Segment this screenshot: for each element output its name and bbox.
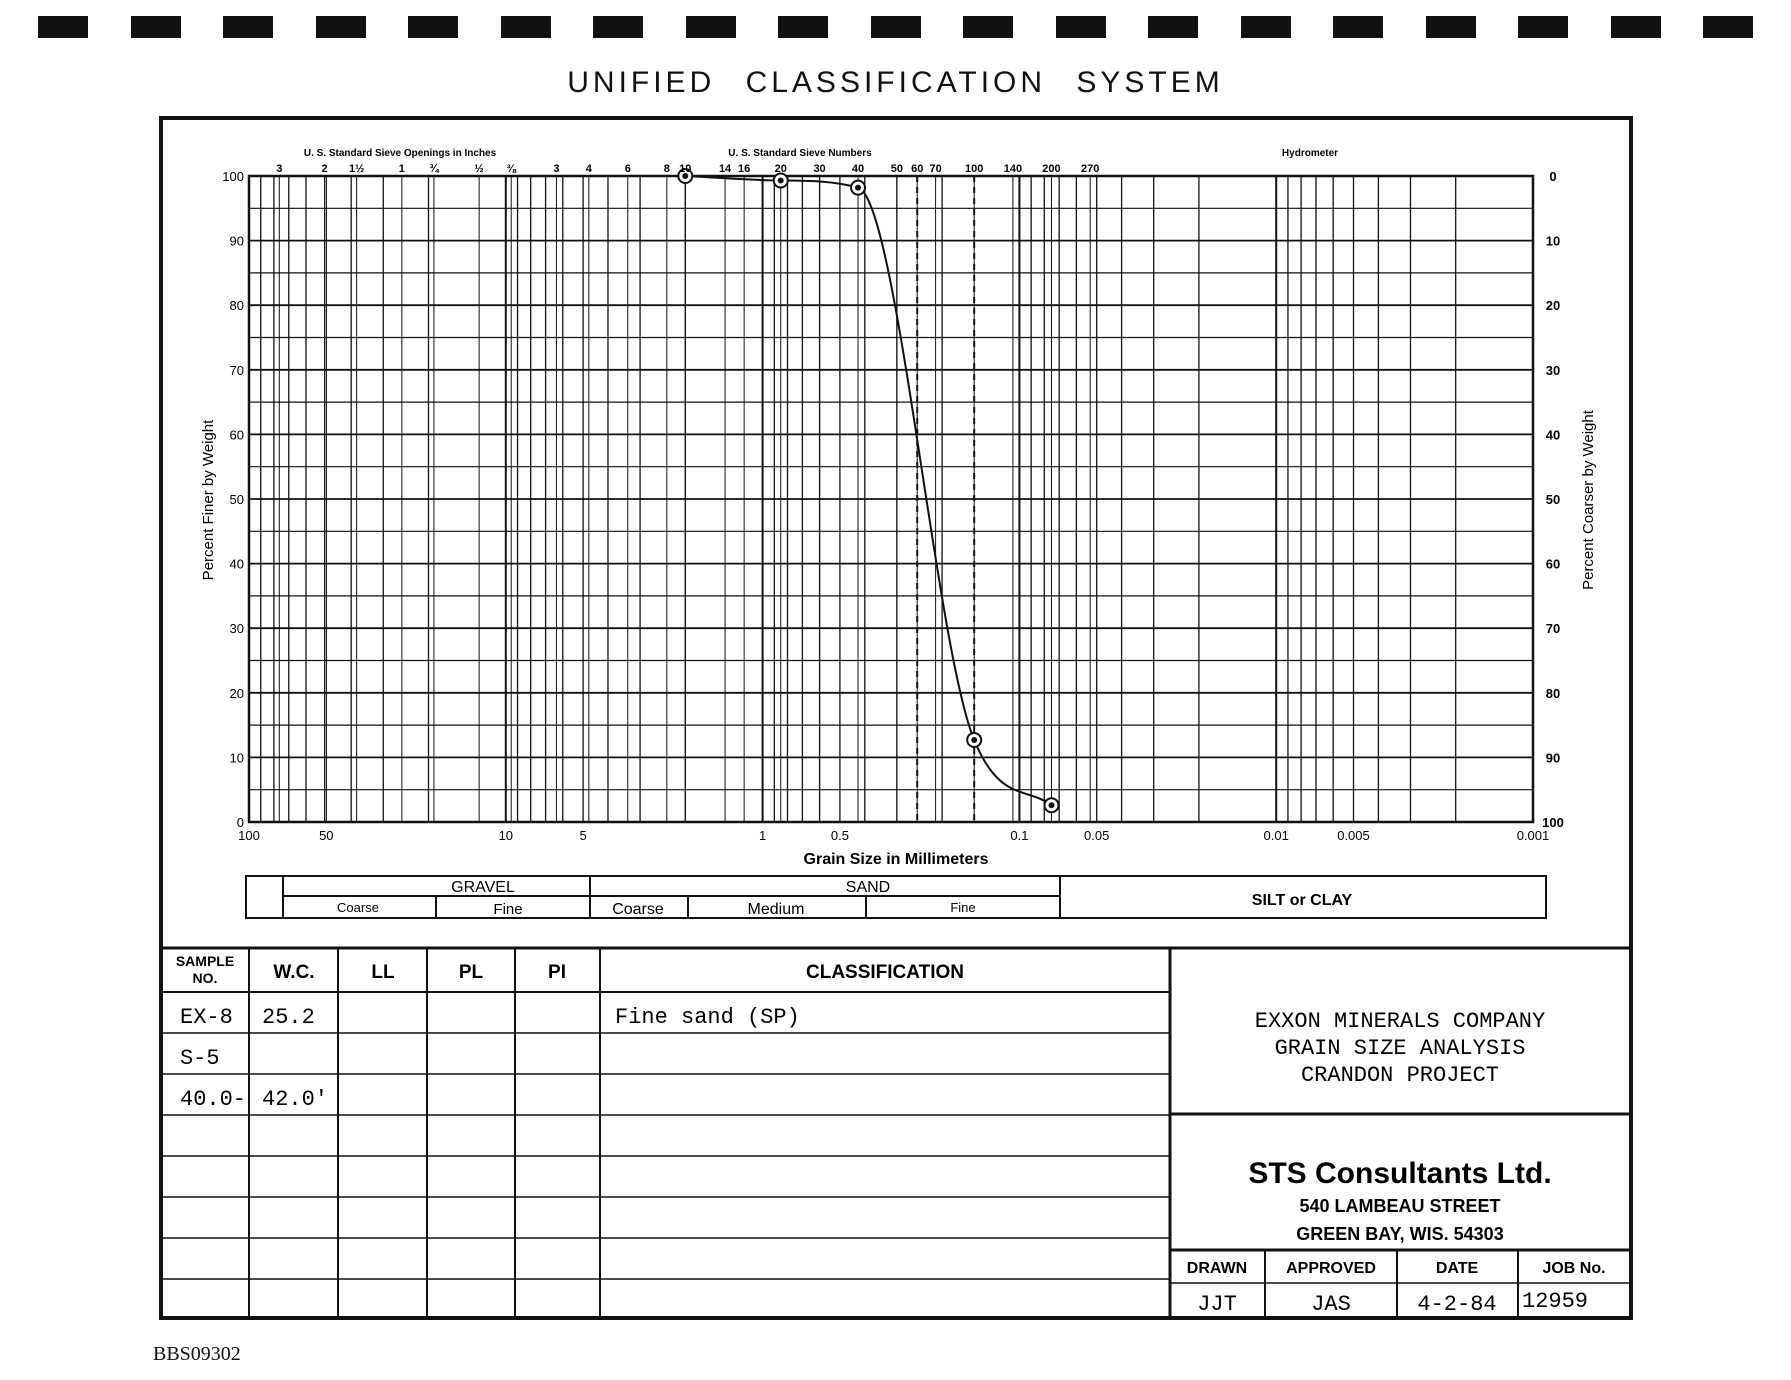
cell-classification-1: Fine sand (SP) <box>615 1005 800 1030</box>
inch-sieve-header: U. S. Standard Sieve Openings in Inches <box>303 148 497 159</box>
y-tick-label-right: 0 <box>1549 169 1557 184</box>
sand-medium-label: Medium <box>747 901 805 918</box>
date-label: DATE <box>1435 1260 1479 1277</box>
project-line-2: GRAIN SIZE ANALYSIS <box>1274 1036 1526 1061</box>
data-point-center <box>778 178 784 184</box>
drawn-value: JJT <box>1197 1292 1237 1317</box>
sieve-label: 3 <box>553 163 560 175</box>
chart-grid <box>249 176 1533 822</box>
data-point-center <box>971 737 977 743</box>
y-tick-label-left: 40 <box>229 556 244 572</box>
header-sample-no-line2: NO. <box>192 970 218 986</box>
job-value: 12959 <box>1522 1289 1589 1314</box>
x-tick-label: 100 <box>238 828 260 843</box>
sieve-label: 40 <box>851 163 865 175</box>
y-tick-label-left: 80 <box>229 298 244 314</box>
gradation-curve-line <box>685 176 1051 805</box>
left-y-ticks <box>222 169 244 830</box>
data-points <box>678 169 1058 812</box>
sieve-label: 3 <box>276 163 283 175</box>
x-tick-label: 0.005 <box>1337 828 1370 843</box>
y-tick-label-left: 10 <box>229 750 244 766</box>
sieve-label: 140 <box>1003 163 1023 175</box>
page-title: UNIFIED CLASSIFICATION SYSTEM <box>567 66 1224 99</box>
header-pi: PI <box>548 962 566 983</box>
y-tick-label-right: 70 <box>1545 621 1561 637</box>
y-tick-label-left: 20 <box>229 685 244 701</box>
sieve-label: 200 <box>1042 163 1061 175</box>
sieve-label: ¾ <box>429 163 439 175</box>
sand-fine-label: Fine <box>950 900 976 915</box>
y-tick-label-left: 0 <box>236 815 244 830</box>
project-line-1: EXXON MINERALS COMPANY <box>1254 1009 1546 1034</box>
y-tick-label-right: 20 <box>1545 298 1561 314</box>
x-tick-label: 1 <box>758 828 767 843</box>
sieve-label: 270 <box>1081 163 1100 175</box>
y-tick-label-left: 100 <box>222 169 244 184</box>
approved-value: JAS <box>1311 1292 1351 1317</box>
y-tick-label-right: 80 <box>1545 685 1561 701</box>
cell-wc-1: 25.2 <box>262 1005 315 1030</box>
x-tick-label: 0.01 <box>1263 828 1289 843</box>
cell-sample-2: S-5 <box>180 1046 220 1071</box>
header-ll: LL <box>371 962 395 983</box>
y-tick-label-left: 50 <box>229 492 244 507</box>
sieve-label: 2 <box>321 163 328 175</box>
approved-label: APPROVED <box>1286 1260 1376 1277</box>
sieve-label: 50 <box>890 163 904 175</box>
y-axis-label-right: Percent Coarser by Weight <box>1580 410 1597 590</box>
y-tick-label-right: 30 <box>1545 362 1561 378</box>
x-tick-label: 0.1 <box>1010 828 1029 843</box>
x-tick-label: 50 <box>319 828 334 843</box>
company-name: STS Consultants Ltd. <box>1248 1157 1552 1190</box>
header-wc: W.C. <box>273 962 315 983</box>
y-tick-label-right: 60 <box>1545 556 1561 572</box>
cell-wc-3: 42.0' <box>262 1087 329 1112</box>
y-tick-label-left: 60 <box>229 427 244 443</box>
results-table <box>161 948 1631 1318</box>
cell-sample-3: 40.0- <box>180 1087 247 1112</box>
drawn-label: DRAWN <box>1186 1260 1248 1277</box>
y-tick-label-left: 90 <box>229 233 244 249</box>
hydrometer-header: Hydrometer <box>1281 148 1339 159</box>
y-axis-label-left: Percent Finer by Weight <box>200 419 217 581</box>
sieve-label: 100 <box>965 163 984 175</box>
y-tick-label-right: 90 <box>1545 750 1561 766</box>
company-city: GREEN BAY, WIS. 54303 <box>1296 1224 1504 1244</box>
sieve-label: 8 <box>663 163 670 175</box>
sieve-label: 1½ <box>348 163 365 175</box>
sieve-label: 20 <box>774 163 787 175</box>
x-tick-label: 5 <box>579 828 587 843</box>
y-tick-label-left: 70 <box>229 362 244 378</box>
x-tick-label: 0.001 <box>1516 828 1550 843</box>
sieve-label: ⅜ <box>506 163 516 175</box>
header-classification: CLASSIFICATION <box>806 962 964 983</box>
y-tick-label-right: 50 <box>1545 492 1561 507</box>
sieve-label: 1 <box>398 163 405 175</box>
x-axis-label: Grain Size in Millimeters <box>803 851 989 868</box>
sand-coarse-label: Coarse <box>612 901 664 918</box>
sieve-label: 60 <box>911 163 924 175</box>
number-sieve-header: U. S. Standard Sieve Numbers <box>728 148 872 159</box>
x-ticks <box>238 828 1549 843</box>
document-code: BBS09302 <box>153 1343 241 1365</box>
company-street: 540 LAMBEAU STREET <box>1299 1196 1501 1216</box>
cell-sample-1: EX-8 <box>180 1005 233 1030</box>
x-tick-label: 0.5 <box>830 828 849 843</box>
sieve-label: 4 <box>585 163 592 175</box>
sieve-labels <box>276 163 1099 175</box>
sand-label: SAND <box>845 879 891 896</box>
date-value: 4-2-84 <box>1417 1292 1497 1317</box>
sieve-label: 10 <box>679 163 692 175</box>
y-tick-label-left: 30 <box>229 621 244 637</box>
sieve-label: 6 <box>624 163 631 175</box>
project-line-3: CRANDON PROJECT <box>1300 1063 1500 1088</box>
silt-clay-label: SILT or CLAY <box>1251 892 1353 909</box>
y-tick-label-right: 100 <box>1542 815 1564 830</box>
job-label: JOB No. <box>1542 1260 1606 1277</box>
gradation-curve <box>685 176 1051 805</box>
right-y-ticks <box>1542 169 1564 830</box>
gravel-coarse-label: Coarse <box>337 900 379 915</box>
y-tick-label-right: 10 <box>1545 233 1561 249</box>
data-point-center <box>855 185 861 191</box>
y-tick-label-right: 40 <box>1545 427 1561 443</box>
header-sample-no-line1: SAMPLE <box>175 953 235 969</box>
soil-classification-bar <box>246 876 1546 918</box>
sieve-label: 16 <box>738 163 751 175</box>
gravel-label: GRAVEL <box>451 879 515 896</box>
sieve-label: 70 <box>929 163 942 175</box>
data-point-center <box>1048 802 1054 808</box>
gravel-fine-label: Fine <box>493 901 523 918</box>
x-tick-label: 10 <box>498 828 514 843</box>
sieve-label: 14 <box>718 163 732 175</box>
x-tick-label: 0.05 <box>1084 828 1110 843</box>
sieve-label: 30 <box>813 163 826 175</box>
sieve-label: ½ <box>474 163 484 175</box>
header-pl: PL <box>458 962 484 983</box>
